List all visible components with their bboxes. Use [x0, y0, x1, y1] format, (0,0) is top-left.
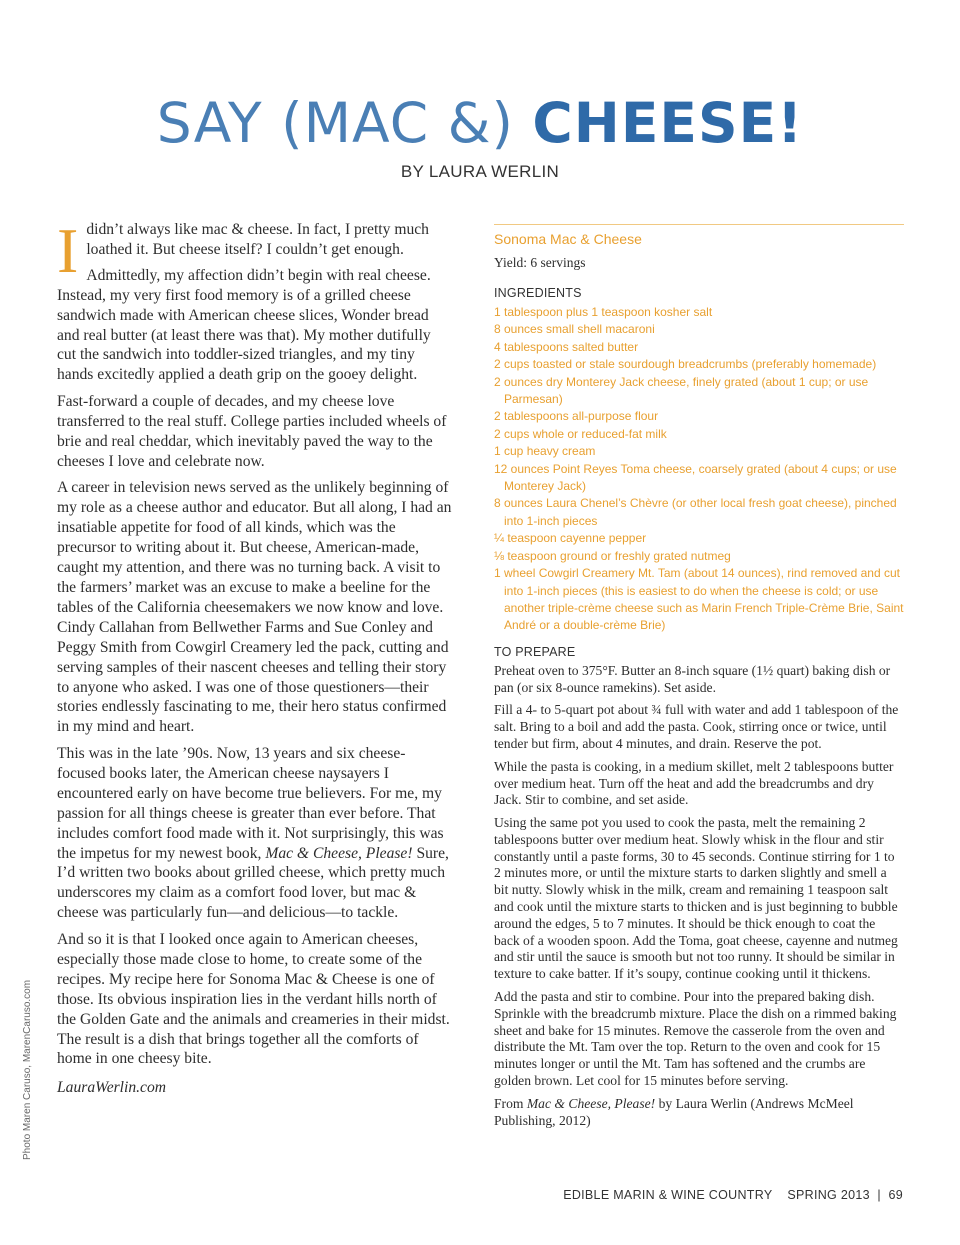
article-column [57, 215, 453, 1105]
ingredient-item: 2 cups whole or reduced-fat milk [494, 426, 667, 441]
source-book-title: Mac & Cheese, Please! [526, 1095, 656, 1111]
ingredient-item: 1 cup heavy cream [494, 444, 596, 459]
ingredient-item: 4 tablespoons salted butter [494, 339, 639, 354]
paragraph-text: didn’t always like mac & cheese. In fact, I pretty much loathed it. But cheese itself? I couldn’t get enough. [86, 221, 429, 258]
author-website[interactable]: LauraWerlin.com [57, 1079, 167, 1097]
drop-cap: I [57, 215, 79, 286]
recipe-title: Sonoma Mac & Cheese [494, 231, 642, 247]
article-paragraph [57, 215, 453, 286]
paragraph-text: This was in the late ’90s. Now, 13 years and six cheese-focused books later, the American cheese naysayers I encountered early on have become true believers. For me, my passion for all things cheese is greater than ever before. That includes comfort food made with it. Not surprisingly, this was the impetus for my newest book, [57, 745, 444, 862]
byline: BY LAURA WERLIN [400, 162, 560, 181]
page-title [0, 90, 960, 156]
ingredient-item: 2 ounces dry Monterey Jack cheese, finely grated (about 1 cup; or use Parmesan) [494, 374, 869, 407]
ingredient-item: 8 ounces Laura Chenel’s Chèvre (or other local fresh goat cheese), pinched into 1-inch pieces [494, 496, 897, 528]
ingredients-list [494, 304, 904, 635]
source-prefix: From [494, 1095, 527, 1111]
ingredient-item: ¼ teaspoon cayenne pepper [494, 531, 647, 546]
article-paragraph: A career in television news served as the unlikely beginning of my role as a cheese author and educator. But all along, I had an insatiable appetite for food of all kinds, which was the precursor to writing about it. But cheese, American-made, caught my attention, and there was no turning back. A visit to the farmers’ market was an excuse to make a beeline for the tables of the California cheesemakers we now know and love. Cindy Callahan from Bellwether Farms and Sue Conley and Peggy Smith from Cowgirl Creamery led the pack, cutting and serving samples of their nascent cheeses and telling their story to anyone who asked. I was one of those questioners—their stories endlessly fascinating to me, their hero status confirmed in my mind and heart. [57, 479, 452, 736]
title-light: SAY (MAC &) [156, 91, 533, 155]
divider [494, 224, 904, 225]
photo-credit: Photo Maren Caruso, MarenCaruso.com [22, 979, 33, 1160]
recipe-step: Preheat oven to 375°F. Butter an 8-inch square (1½ quart) baking dish or pan (or six 8-ounce ramekins). Set aside. [494, 662, 891, 695]
ingredient-item: 1 tablespoon plus 1 teaspoon kosher salt [494, 305, 713, 319]
recipe-source [494, 1096, 904, 1130]
ingredients-heading: INGREDIENTS [494, 286, 582, 300]
recipe-step: Fill a 4- to 5-quart pot about ¾ full with water and add 1 tablespoon of the salt. Bring to a boil and add the pasta. Cook, stirring once or twice, until tender but firm, about 4 minutes, and drain. Reserve the pot. [494, 702, 899, 751]
recipe-column [494, 224, 904, 1135]
article-paragraph: Fast-forward a couple of decades, and my cheese love transferred to the real stuff. College parties included wheels of brie and real cheddar, which inevitably paved the way to the cheeses I love and celebrate now. [57, 393, 447, 470]
recipe-step: While the pasta is cooking, in a medium skillet, melt 2 tablespoons butter over medium heat. Turn off the heat and add the breadcrumbs and dry Jack. Stir to combine, and set aside. [494, 758, 894, 808]
ingredient-item: 12 ounces Point Reyes Toma cheese, coarsely grated (about 4 cups; or use Monterey Jack) [494, 461, 897, 494]
recipe-step: Add the pasta and stir to combine. Pour into the prepared baking dish. Sprinkle with the breadcrumb mixture. Place the dish on a rimmed baking sheet and bake for 15 minutes. Remove the casserole from the oven and distribute the Mt. Tam over the top. Return to the oven and cook for 15 minutes longer or until the Mt. Tam has softened and the crumbs are golden brown. Let cool for 15 minutes before serving. [494, 989, 897, 1089]
footer-text: EDIBLE MARIN & WINE COUNTRY SPRING 2013 | 69 [563, 1188, 903, 1202]
article-paragraph: Admittedly, my affection didn’t begin with real cheese. Instead, my very first food memory is of a grilled cheese sandwich made with American cheese slices, Wonder bread and real butter (at least there was that). My mother dutifully cut the sandwich into toddler-sized triangles, and my tiny hands excitedly applied a death grip on the gooey delight. [57, 266, 431, 384]
book-title: Mac & Cheese, Please! [265, 844, 413, 862]
ingredient-item: 2 tablespoons all-purpose flour [494, 409, 659, 424]
article-paragraph: And so it is that I looked once again to American cheeses, especially those made close to home, to create some of the recipes. My recipe here for Sonoma Mac & Cheese is one of those. Its obvious inspiration lies in the verdant hills north of the Golden Gate and the animals and creameries in their midst. The result is a dish that brings together all the comforts of home in one cheesy bite. [57, 931, 450, 1068]
page-footer [563, 1188, 903, 1202]
paragraph-text: Sure, I’d written two books about grilled cheese, which pretty much underscores my claim as a comfort food lover, but mac & cheese was particularly fun—and delicious—to tackle. [57, 844, 449, 922]
recipe-yield: Yield: 6 servings [494, 255, 586, 270]
title-bold: CHEESE! [532, 91, 804, 155]
ingredient-item: 2 cups toasted or stale sourdough breadcrumbs (preferably homemade) [494, 357, 877, 372]
ingredient-item: ⅛ teaspoon ground or freshly grated nutmeg [494, 548, 731, 563]
article-paragraph [57, 744, 453, 923]
recipe-step: Using the same pot you used to cook the pasta, melt the remaining 2 tablespoons butter over medium heat. Slowly whisk in the flour and stir constantly until a paste forms, 30 to 45 seconds. Continue stirring for 1 to 2 minutes more, or until the mixture starts to darken slightly and smell a bit nutty. Slowly whisk in the milk, cream and remaining 1 teaspoon salt and cook until the mixture starts to thicken and is just beginning to bubble around the edges, 5 to 7 minutes. It should be thick enough to coat the back of a wooden spoon. Add the Toma, goat cheese, cayenne and nutmeg and stir until the sauce is smooth but not too runny. It should be similar in texture to cake batter. If it’s soupy, continue cooking until it thickens. [494, 815, 898, 982]
ingredient-item: 8 ounces small shell macaroni [494, 322, 655, 337]
source-suffix: by Laura Werlin (Andrews McMeel Publishing, 2012) [494, 1095, 854, 1128]
prepare-heading: TO PREPARE [494, 644, 576, 659]
ingredient-item: 1 wheel Cowgirl Creamery Mt. Tam (about 14 ounces), rind removed and cut into 1-inch pieces (this is easiest to do when the cheese is cold; or use another triple-crème cheese such as Marin French Triple-Crème Brie, Saint André or a double-crème Brie) [494, 566, 904, 633]
